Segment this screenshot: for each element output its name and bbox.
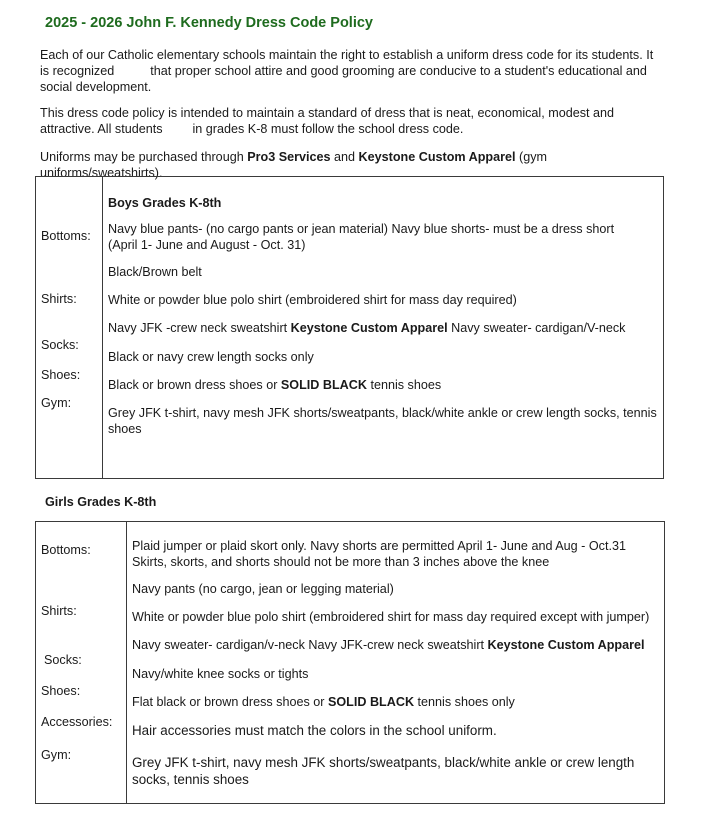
girls-gym [132, 754, 634, 788]
text-line: shoes [108, 422, 142, 436]
boys-sweatshirt [108, 320, 625, 336]
text-line: socks, tennis shoes [132, 772, 249, 787]
emphasis: SOLID BLACK [280, 378, 367, 392]
label-bottoms: Bottoms: [41, 543, 91, 557]
text-line: (April 1- June and August - Oct. 31) [108, 238, 306, 252]
text-line: Each of our Catholic elementary schools maintain the right to establish a uniform dress code for its students. It [40, 48, 654, 62]
girls-shoes [132, 694, 515, 710]
label-bottoms: Bottoms: [41, 229, 91, 243]
text-line: Skirts, skorts, and shorts should not be more than 3 inches above the knee [132, 555, 550, 569]
girls-sweatshirt [132, 637, 645, 653]
boys-bottoms [108, 221, 614, 253]
boys-belt: Black/Brown belt [108, 265, 202, 279]
vendor-keystone: Keystone Custom Apparel [487, 638, 645, 652]
text-line: Grey JFK t-shirt, navy mesh JFK shorts/sweatpants, black/white ankle or crew length [132, 755, 635, 770]
label-shirts: Shirts: [41, 604, 77, 618]
intro-paragraph-2 [40, 105, 665, 137]
boys-shoes [108, 377, 441, 393]
text-line: Navy blue pants- (no cargo pants or jean material) Navy blue shorts- must be a dress short [108, 222, 615, 236]
label-shirts: Shirts: [41, 292, 77, 306]
girls-heading: Girls Grades K-8th [45, 495, 157, 509]
girls-bottoms [132, 538, 626, 570]
text-span: Navy sweater- cardigan/V-neck [447, 321, 626, 335]
boys-gym [108, 405, 657, 437]
girls-shirts: White or powder blue polo shirt (embroidered shirt for mass day required except with jumper) [132, 610, 650, 624]
column-divider [102, 177, 103, 478]
label-shoes: Shoes: [41, 368, 81, 382]
text-span: Black or brown dress shoes or [108, 378, 281, 392]
text-span: Flat black or brown dress shoes or [132, 695, 328, 709]
text-span: is recognized [40, 64, 115, 78]
boys-dress-code-table [35, 176, 664, 479]
text-span: attractive. All students [40, 122, 163, 136]
text-span: that proper school attire and good grooming are conducive to a student's educational and [150, 64, 647, 78]
text-line: uniforms/sweatshirts). [40, 166, 163, 180]
text-span: (gym [515, 150, 548, 164]
emphasis: SOLID BLACK [327, 695, 415, 709]
boys-socks: Black or navy crew length socks only [108, 350, 314, 364]
text-span: Navy JFK -crew neck sweatshirt [108, 321, 291, 335]
vendor-pro3: Pro3 Services [247, 150, 331, 164]
text-line: Grey JFK t-shirt, navy mesh JFK shorts/sweatpants, black/white ankle or crew length socks, tennis [108, 406, 657, 420]
girls-accessories: Hair accessories must match the colors in the school uniform. [132, 723, 497, 738]
text-span: tennis shoes only [414, 695, 515, 709]
girls-pants: Navy pants (no cargo, jean or legging material) [132, 582, 394, 596]
label-gym: Gym: [41, 748, 72, 762]
text-span: tennis shoes [366, 378, 442, 392]
vendor-keystone: Keystone Custom Apparel [358, 150, 516, 164]
boys-shirts: White or powder blue polo shirt (embroidered shirt for mass day required) [108, 293, 517, 307]
label-socks: Socks: [44, 653, 82, 667]
text-span: in grades K-8 must follow the school dress code. [192, 122, 464, 136]
intro-paragraph-1 [40, 47, 665, 95]
label-shoes: Shoes: [41, 684, 81, 698]
text-line: This dress code policy is intended to maintain a standard of dress that is neat, economical, modest and [40, 106, 615, 120]
text-line: social development. [40, 80, 152, 94]
text-line: Plaid jumper or plaid skort only. Navy shorts are permitted April 1- June and Aug - Oct.31 [132, 539, 626, 553]
girls-dress-code-table [35, 521, 665, 804]
page-title: 2025 - 2026 John F. Kennedy Dress Code Policy [45, 15, 373, 31]
label-accessories: Accessories: [41, 715, 113, 729]
boys-heading: Boys Grades K-8th [108, 196, 222, 210]
girls-socks: Navy/white knee socks or tights [132, 667, 309, 681]
text-span: Navy sweater- cardigan/v-neck Navy JFK-crew neck sweatshirt [132, 638, 488, 652]
label-gym: Gym: [41, 396, 72, 410]
column-divider [126, 522, 127, 803]
text-span: Uniforms may be purchased through [40, 150, 248, 164]
vendor-keystone: Keystone Custom Apparel [290, 321, 448, 335]
text-span: and [330, 150, 359, 164]
label-socks: Socks: [41, 338, 79, 352]
